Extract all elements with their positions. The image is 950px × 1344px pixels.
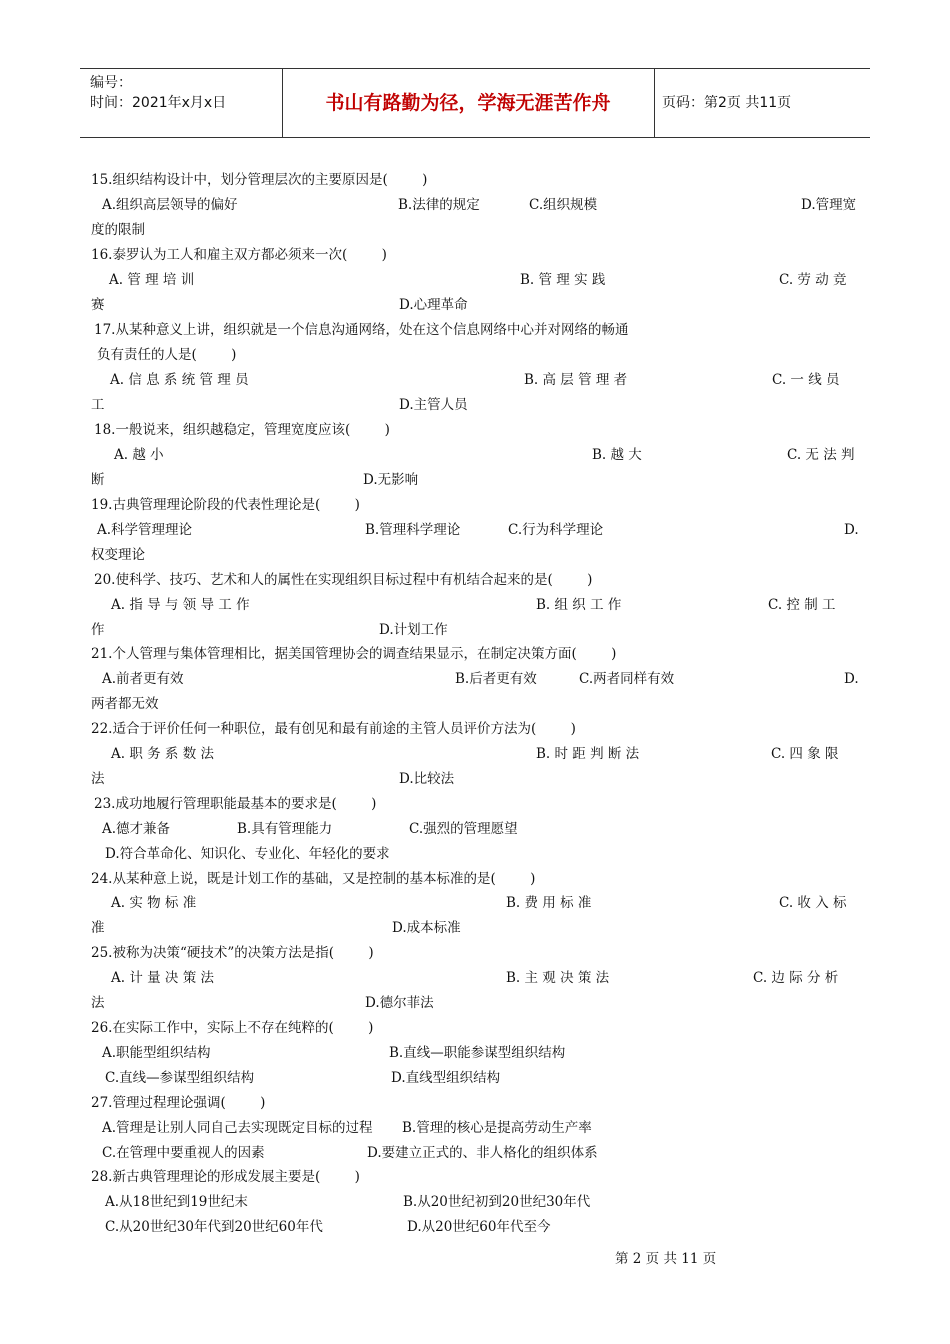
question-20-option-c: C. 控 制 工: [768, 597, 836, 613]
question-15-option-d: D.管理宽: [801, 197, 857, 213]
question-23-stem: 23.成功地履行管理职能最基本的要求是( ): [94, 796, 377, 812]
question-17-option-c-cont: 工: [91, 397, 105, 413]
question-21-option-d: D.: [844, 671, 859, 687]
page-header: [80, 68, 870, 138]
question-16-stem: 16.泰罗认为工人和雇主双方都必须来一次( ): [91, 247, 387, 263]
question-21-option-b: B.后者更有效: [455, 671, 537, 687]
question-21-option-c: C.两者同样有效: [579, 671, 675, 687]
question-15-option-d-cont: 度的限制: [91, 222, 145, 238]
question-25-option-c-cont: 法: [91, 995, 105, 1011]
question-21-option-a: A.前者更有效: [102, 671, 184, 687]
question-19-option-b: B.管理科学理论: [365, 522, 461, 538]
question-28-option-b: B.从20世纪初到20世纪30年代: [403, 1194, 591, 1210]
document-number-label: 编号：: [90, 75, 132, 91]
question-19-option-d-cont: 权变理论: [91, 547, 145, 563]
question-25-option-a: A. 计 量 决 策 法: [111, 970, 214, 986]
document-date-label: 时间：2021年x月x日: [90, 95, 227, 111]
question-25-stem: 25.被称为决策“硬技术”的决策方法是指( ): [91, 945, 374, 961]
question-26-option-c: C.直线—参谋型组织结构: [105, 1070, 255, 1086]
question-23-option-a: A.德才兼备: [102, 821, 171, 837]
header-divider: [654, 69, 655, 137]
question-15-option-c: C.组织规模: [529, 197, 598, 213]
question-22-option-b: B. 时 距 判 断 法: [536, 746, 640, 762]
question-25-option-c: C. 边 际 分 析: [753, 970, 839, 986]
question-17-option-a: A. 信 息 系 统 管 理 员: [110, 372, 249, 388]
header-motto: 书山有路勤为径，学海无涯苦作舟: [325, 92, 611, 114]
question-22-stem: 22.适合于评价任何一种职位，最有创见和最有前途的主管人员评价方法为( ): [91, 721, 576, 737]
question-22-option-d: D.比较法: [399, 771, 455, 787]
question-17-stem: 17.从某种意义上讲，组织就是一个信息沟通网络，处在这个信息网络中心并对网络的畅通: [94, 322, 629, 338]
question-28-option-c: C.从20世纪30年代到20世纪60年代: [105, 1219, 323, 1235]
question-17-option-b: B. 高 层 管 理 者: [524, 372, 628, 388]
question-26-option-d: D.直线型组织结构: [391, 1070, 501, 1086]
question-26-option-a: A.职能型组织结构: [102, 1045, 211, 1061]
question-23-option-b: B.具有管理能力: [237, 821, 333, 837]
question-24-option-b: B. 费 用 标 准: [506, 895, 592, 911]
question-15-option-a: A.组织高层领导的偏好: [102, 197, 238, 213]
question-16-option-c: C. 劳 动 竞: [779, 272, 847, 288]
question-18-option-c: C. 无 法 判: [787, 447, 855, 463]
question-19-stem: 19.古典管理理论阶段的代表性理论是( ): [91, 497, 360, 513]
question-25-option-d: D.德尔菲法: [365, 995, 434, 1011]
header-page-number: 页码：第2页 共11页: [662, 95, 792, 111]
question-27-stem: 27.管理过程理论强调( ): [91, 1095, 266, 1111]
question-19-option-a: A.科学管理理论: [97, 522, 193, 538]
question-21-stem: 21.个人管理与集体管理相比，据美国管理协会的调查结果显示，在制定决策方面( ): [91, 646, 617, 662]
question-24-option-c-cont: 准: [91, 920, 105, 936]
question-22-option-a: A. 职 务 系 数 法: [111, 746, 214, 762]
question-18-option-a: A. 越 小: [114, 447, 164, 463]
header-meta: [90, 73, 226, 113]
question-26-option-b: B.直线—职能参谋型组织结构: [389, 1045, 566, 1061]
question-21-option-d-cont: 两者都无效: [91, 696, 159, 712]
question-18-option-d: D.无影响: [363, 472, 419, 488]
question-19-option-d: D.: [844, 522, 859, 538]
question-15-stem: 15.组织结构设计中，划分管理层次的主要原因是( ): [91, 172, 428, 188]
question-24-option-c: C. 收 入 标: [779, 895, 847, 911]
question-27-option-a: A.管理是让别人同自己去实现既定目标的过程: [102, 1120, 373, 1136]
question-27-option-d: D.要建立正式的、非人格化的组织体系: [367, 1145, 598, 1161]
question-15-option-b: B.法律的规定: [398, 197, 480, 213]
question-24-stem: 24.从某种意上说，既是计划工作的基础，又是控制的基本标准的是( ): [91, 871, 536, 887]
question-19-option-c: C.行为科学理论: [508, 522, 604, 538]
question-25-option-b: B. 主 观 决 策 法: [506, 970, 610, 986]
question-16-option-b: B. 管 理 实 践: [520, 272, 606, 288]
question-28-stem: 28.新古典管理理论的形成发展主要是( ): [91, 1169, 360, 1185]
question-20-option-a: A. 指 导 与 领 导 工 作: [111, 597, 250, 613]
question-28-option-a: A.从18世纪到19世纪末: [105, 1194, 248, 1210]
question-17-option-c: C. 一 线 员: [772, 372, 840, 388]
question-23-option-d: D.符合革命化、知识化、专业化、年轻化的要求: [105, 846, 390, 862]
question-16-option-c-cont: 赛: [91, 297, 105, 313]
question-18-option-b: B. 越 大: [592, 447, 642, 463]
question-28-option-d: D.从20世纪60年代至今: [407, 1219, 551, 1235]
question-20-option-c-cont: 作: [91, 622, 105, 638]
question-20-option-b: B. 组 织 工 作: [536, 597, 622, 613]
question-16-option-d: D.心理革命: [399, 297, 468, 313]
question-24-option-a: A. 实 物 标 准: [111, 895, 197, 911]
page-footer: 第 2 页 共 11 页: [615, 1251, 717, 1267]
question-17-stem-cont: 负有责任的人是( ): [97, 347, 237, 363]
question-20-stem: 20.使科学、技巧、艺术和人的属性在实现组织目标过程中有机结合起来的是( ): [94, 572, 593, 588]
question-16-option-a: A. 管 理 培 训: [109, 272, 195, 288]
question-22-option-c: C. 四 象 限: [771, 746, 839, 762]
question-20-option-d: D.计划工作: [379, 622, 448, 638]
question-23-option-c: C.强烈的管理愿望: [409, 821, 518, 837]
question-24-option-d: D.成本标准: [392, 920, 461, 936]
question-18-stem: 18.一般说来，组织越稳定，管理宽度应该( ): [94, 422, 390, 438]
question-27-option-b: B.管理的核心是提高劳动生产率: [402, 1120, 592, 1136]
question-22-option-c-cont: 法: [91, 771, 105, 787]
question-17-option-d: D.主管人员: [399, 397, 468, 413]
question-18-option-c-cont: 断: [91, 472, 105, 488]
question-26-stem: 26.在实际工作中，实际上不存在纯粹的( ): [91, 1020, 374, 1036]
question-27-option-c: C.在管理中要重视人的因素: [102, 1145, 265, 1161]
